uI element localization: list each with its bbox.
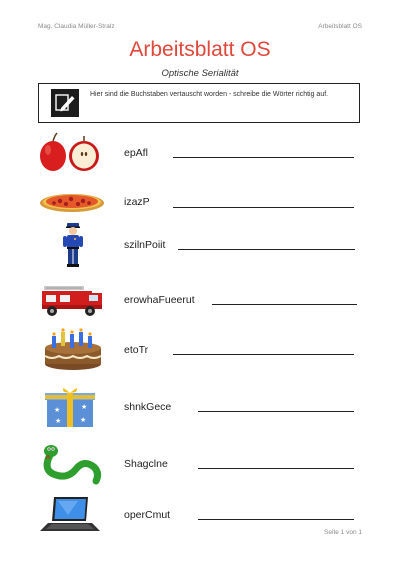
answer-line[interactable] — [198, 411, 354, 412]
scrambled-word: izazP — [124, 196, 150, 208]
pizza-icon — [38, 180, 108, 226]
exercise-row — [0, 384, 400, 430]
exercise-row — [0, 180, 400, 226]
scrambled-word: shnkGece — [124, 401, 172, 413]
svg-text:★: ★ — [81, 403, 88, 411]
exercise-row — [0, 222, 400, 268]
page-number: Seite 1 von 1 — [324, 529, 362, 536]
instruction-text: Hier sind die Buchstaben vertauscht worden - schreibe die Wörter richtig auf. — [90, 91, 329, 98]
answer-line[interactable] — [178, 249, 355, 250]
scrambled-word: etoTr — [124, 344, 149, 356]
answer-line[interactable] — [173, 157, 354, 158]
snake-icon — [38, 441, 108, 487]
birthday-cake-icon — [38, 326, 108, 372]
answer-line[interactable] — [173, 207, 354, 208]
police-officer-icon — [38, 222, 108, 268]
svg-text:★: ★ — [54, 406, 61, 414]
svg-text:★: ★ — [80, 416, 87, 424]
gift-icon — [38, 384, 108, 430]
exercise-row — [0, 277, 400, 323]
scrambled-word: Shagclne — [124, 458, 168, 470]
answer-line[interactable] — [212, 304, 357, 305]
page-subtitle: Optische Serialität — [161, 68, 239, 79]
answer-line[interactable] — [173, 354, 354, 355]
answer-line[interactable] — [198, 468, 354, 469]
exercise-row — [0, 326, 400, 372]
header-author: Mag. Claudia Müller-Stralz — [38, 23, 115, 30]
scrambled-word: szilnPoiit — [124, 239, 166, 251]
apple-icon — [38, 130, 108, 176]
pencil-note-icon — [51, 89, 79, 117]
scrambled-word: operCmut — [124, 509, 171, 521]
header-doc-title: Arbeitsblatt OS — [318, 23, 362, 30]
exercise-row — [0, 441, 400, 487]
fire-truck-icon — [38, 277, 108, 323]
svg-text:★: ★ — [55, 417, 62, 425]
exercise-row — [0, 130, 400, 176]
laptop-icon — [38, 493, 108, 539]
instruction-box — [38, 83, 360, 123]
scrambled-word: erowhaFueerut — [124, 294, 195, 306]
answer-line[interactable] — [198, 519, 354, 520]
scrambled-word: epAfl — [124, 147, 148, 159]
page-title: Arbeitsblatt OS — [129, 38, 271, 61]
